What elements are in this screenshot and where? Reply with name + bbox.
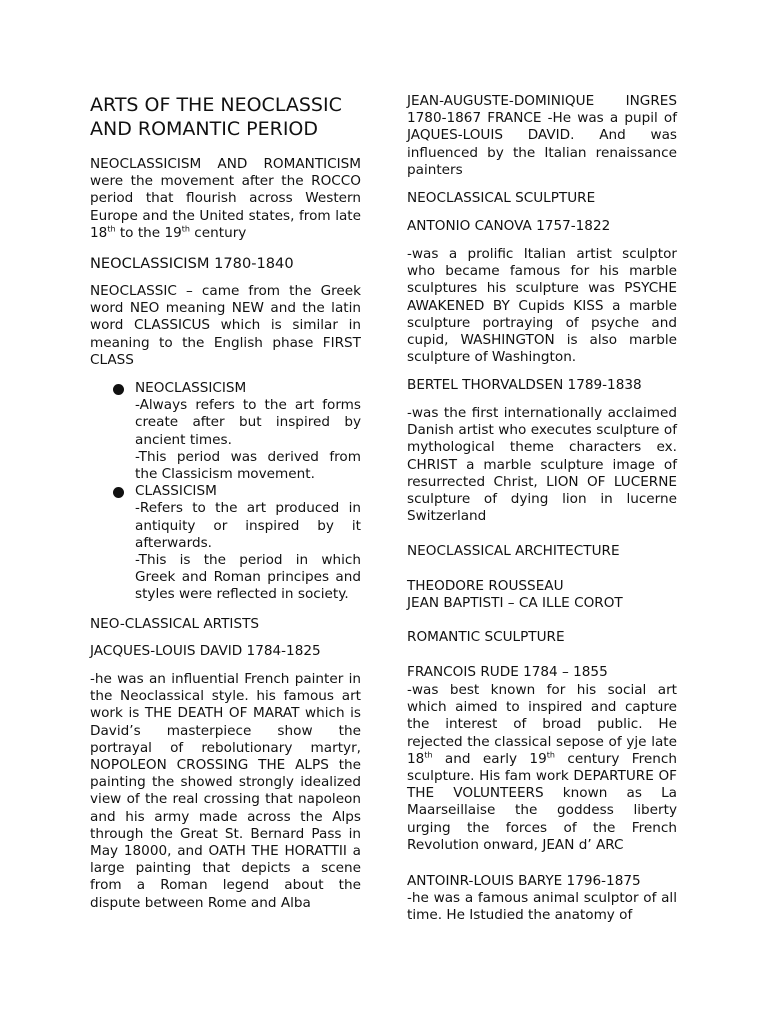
artist-heading-barye: ANTOINR-LOUIS BARYE 1796-1875 bbox=[407, 873, 641, 889]
section-heading-romantic-sculpture: ROMANTIC SCULPTURE bbox=[407, 629, 565, 645]
canova-paragraph: -was a prolific Italian artist sculptor who became famous for his marble sculptures his sculpture was PSYCHE AWAKENED BY Cupids KISS a marble sculpture portraying of psyche and cupid, WASHINGTON is also marble sculpture of Washington. bbox=[407, 246, 677, 366]
david-paragraph: -he was an influential French painter in the Neoclassical style. his famous art work is THE DEATH OF MARAT which is David’s masterpiece show the portrayal of rebolutionary martyr, NOPOLEON CROSSING THE ALPS the painting the showed strongly idealized view of the real crossing that napoleon and his army made across the Alps through the Great St. Bernard Pass in May 18000, and OATH THE HORATTII a large painting that depicts a scene from a Roman legend about the dispute between Rome and Alba bbox=[90, 671, 361, 911]
list-item-term: CLASSICISM bbox=[135, 483, 217, 500]
section-heading-neoclassical-architecture: NEOCLASSICAL ARCHITECTURE bbox=[407, 543, 620, 559]
architect-name: THEODORE ROUSSEAU bbox=[407, 578, 564, 594]
artist-heading-canova: ANTONIO CANOVA 1757-1822 bbox=[407, 218, 611, 234]
thorvaldsen-paragraph: -was the first internationally acclaimed Danish artist who executes sculpture of mythological theme characters ex. CHRIST a marble sculpture image of resurrected Christ, LION OF LUCERNE sculpture of dying lion in lucerne Switzerland bbox=[407, 405, 677, 525]
architect-name: JEAN BAPTISTI – CA ILLE COROT bbox=[407, 595, 623, 611]
list-item-term: NEOCLASSICISM bbox=[135, 380, 247, 396]
rude-paragraph: -was best known for his social art which aimed to inspired and capture the interest of broad public. He rejected the classical sepose of yje late 18th and early 19th century French sculpture. His fam work DEPARTURE OF THE VOLUNTEERS known as La Maarseillaise the goddess liberty urging the forces of the French Revolution onward, JEAN d’ ARC bbox=[407, 682, 677, 853]
section-heading-neo-classical-artists: NEO-CLASSICAL ARTISTS bbox=[90, 616, 259, 632]
barye-paragraph: -he was a famous animal sculptor of all time. He Istudied the anatomy of bbox=[407, 890, 677, 924]
page-title: ARTS OF THE NEOCLASSIC AND ROMANTIC PERIOD bbox=[90, 94, 342, 140]
list-item-line: -Always refers to the art forms create after but inspired by ancient times. bbox=[135, 397, 361, 448]
intro-paragraph: NEOCLASSICISM AND ROMANTICISM were the movement after the ROCCO period that flourish across Western Europe and the United states, from late 18th to the 19th century bbox=[90, 156, 361, 241]
section-heading-neoclassical-sculpture: NEOCLASSICAL SCULPTURE bbox=[407, 190, 596, 206]
definitions-list bbox=[90, 380, 361, 604]
list-item-line: -This period was derived from the Classicism movement. bbox=[135, 448, 361, 483]
artist-heading-rude: FRANCOIS RUDE 1784 – 1855 bbox=[407, 664, 608, 680]
list-item-line: -Refers to the art produced in antiquity or inspired by it afterwards. bbox=[135, 500, 361, 551]
list-item-line: -This is the period in which Greek and Roman principes and styles were reflected in society. bbox=[135, 552, 361, 603]
artist-heading-thorvaldsen: BERTEL THORVALDSEN 1789-1838 bbox=[407, 377, 642, 393]
artist-heading-david: JACQUES-LOUIS DAVID 1784-1825 bbox=[90, 643, 321, 659]
neoclassic-definition-paragraph: NEOCLASSIC – came from the Greek word NEO meaning NEW and the latin word CLASSICUS which is similar in meaning to the English phase FIRST CLASS bbox=[90, 283, 361, 368]
ingres-paragraph: JEAN-AUGUSTE-DOMINIQUE INGRES 1780-1867 FRANCE -He was a pupil of JAQUES-LOUIS DAVID. And was influenced by the Italian renaissance painters bbox=[407, 93, 677, 178]
list-item bbox=[90, 483, 361, 603]
bullet-icon bbox=[113, 487, 124, 498]
section-heading-neoclassicism: NEOCLASSICISM 1780-1840 bbox=[90, 255, 294, 272]
list-item bbox=[90, 380, 361, 483]
bullet-icon bbox=[113, 384, 124, 395]
